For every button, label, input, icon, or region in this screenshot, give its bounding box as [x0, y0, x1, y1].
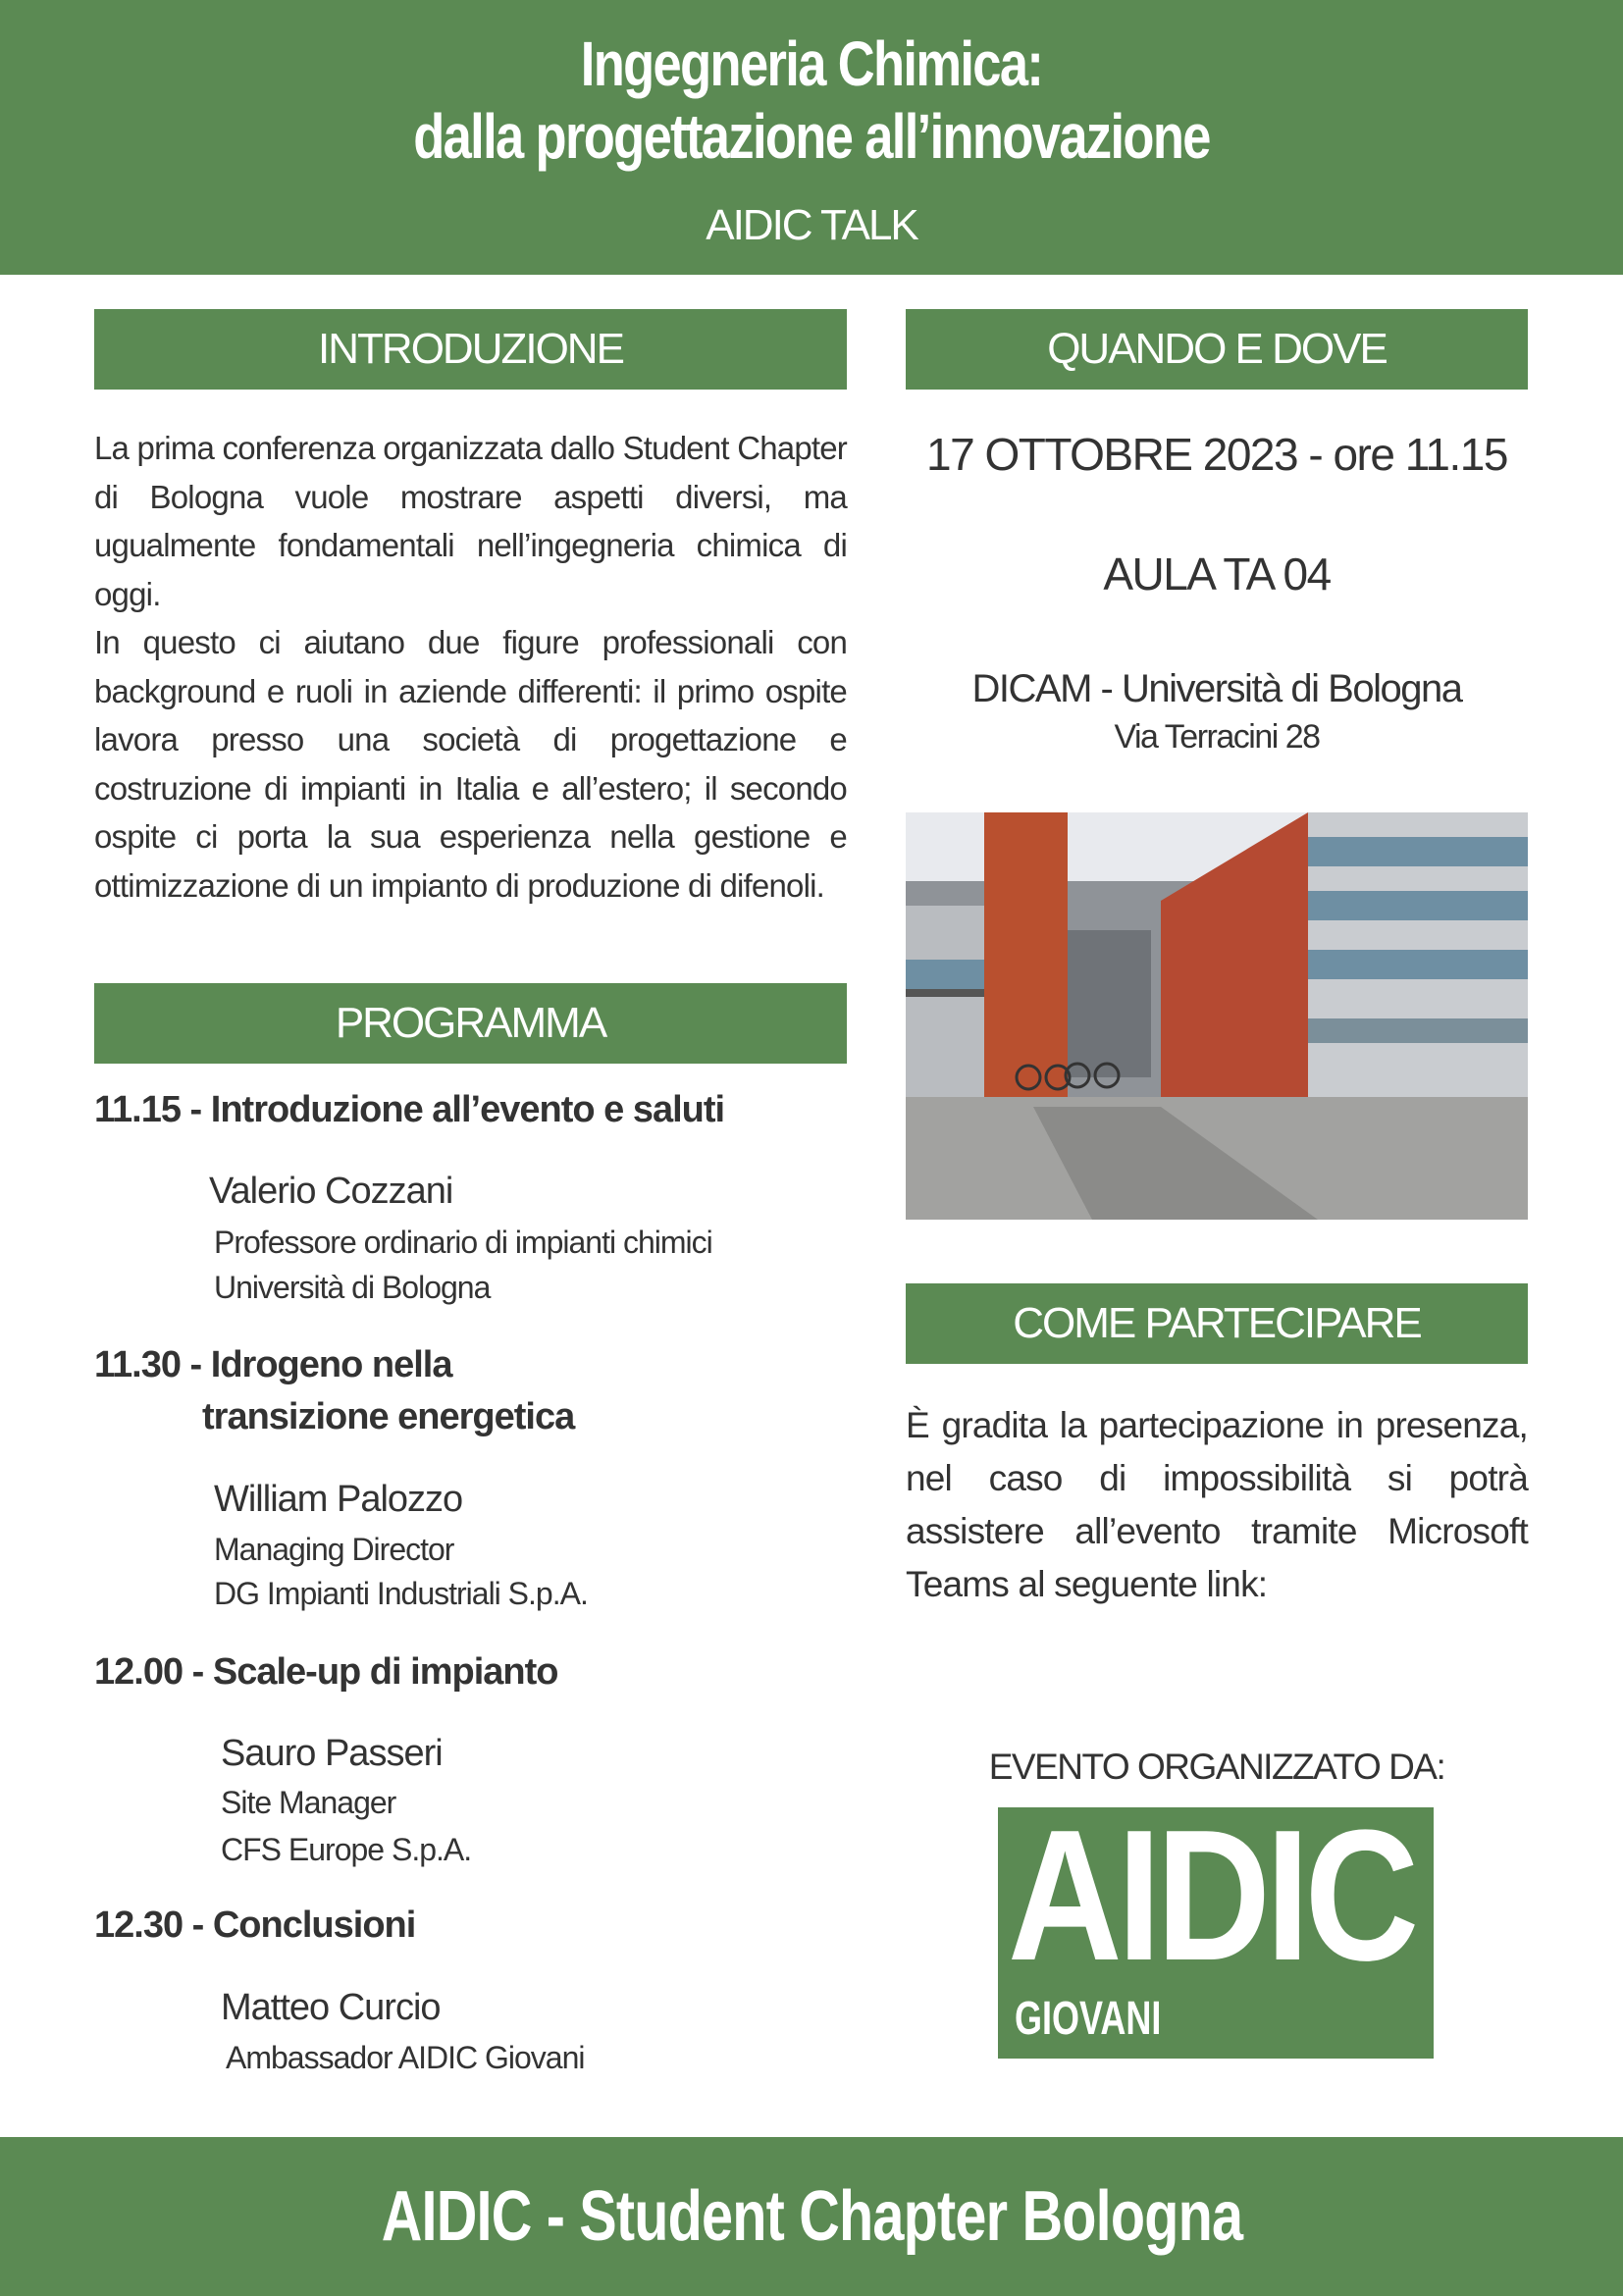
aidic-giovani-logo [998, 1792, 1434, 2059]
speaker-name: William Palozzo [214, 1479, 463, 1520]
organizer-label: EVENTO ORGANIZZATO DA: [988, 1747, 1445, 1787]
intro-paragraph: La prima conferenza organizzata dallo Student Chapter di Bologna vuole mostrare aspetti diversi, ma ugualmente fondamentali nell’ingegneria chimica di oggi. [94, 430, 847, 612]
program-slot: 12.30 - Conclusioni [94, 1905, 416, 1946]
partecipare-text: È gradita la partecipazione in presenza, nel caso di impossibilità si potrà assistere all’evento tramite Microsoft Teams al seguente link: [906, 1405, 1528, 1604]
program-slot: 11.15 - Introduzione all’evento e saluti [94, 1089, 725, 1130]
speaker-org: DG Impianti Industriali S.p.A. [214, 1576, 588, 1611]
building-photo [906, 812, 1528, 1220]
program-slot-cont: transizione energetica [202, 1396, 575, 1437]
event-place: DICAM - Università di Bologna [971, 667, 1462, 710]
logo-main: AIDIC [1008, 1792, 1415, 2000]
event-room: AULA TA 04 [1103, 548, 1331, 600]
speaker-role: Site Manager [221, 1785, 396, 1820]
quando-dove-heading: QUANDO E DOVE [906, 309, 1528, 390]
header-banner [0, 0, 1623, 275]
speaker-role: Professore ordinario di impianti chimici [214, 1225, 712, 1260]
speaker-org: CFS Europe S.p.A. [221, 1832, 472, 1867]
speaker-name: Sauro Passeri [221, 1733, 443, 1774]
intro-paragraph: In questo ci aiutano due figure professionali con background e ruoli in aziende differenti: il primo ospite lavora presso una società di progettazione e costruzione di impianti in Italia e all’estero; il secondo ospite ci porta la sua esperienza nella gestione e ottimizzazione di un impianto di produzione di difenoli. [94, 624, 847, 904]
speaker-name: Matteo Curcio [221, 1987, 441, 2028]
program-slot: 11.30 - Idrogeno nella [94, 1344, 452, 1385]
logo-sub: GIOVANI [1015, 1993, 1162, 2045]
speaker-role: Ambassador AIDIC Giovani [226, 2040, 585, 2075]
title-line-2: dalla progettazione all’innovazione [413, 101, 1210, 172]
subtitle: AIDIC TALK [706, 201, 917, 249]
introduzione-heading: INTRODUZIONE [94, 309, 847, 390]
title-line-1: Ingegneria Chimica: [580, 28, 1043, 99]
footer-banner [0, 2137, 1623, 2296]
program-slot: 12.00 - Scale-up di impianto [94, 1651, 558, 1693]
event-date: 17 OTTOBRE 2023 - ore 11.15 [926, 429, 1507, 480]
event-address: Via Terracini 28 [1114, 718, 1320, 756]
speaker-name: Valerio Cozzani [209, 1171, 453, 1212]
speaker-role: Managing Director [214, 1532, 454, 1567]
footer-text: AIDIC - Student Chapter Bologna [381, 2177, 1242, 2256]
come-partecipare-heading: COME PARTECIPARE [906, 1283, 1528, 1364]
speaker-org: Università di Bologna [214, 1270, 491, 1305]
introduzione-text [94, 424, 847, 910]
programma-heading: PROGRAMMA [94, 983, 847, 1064]
